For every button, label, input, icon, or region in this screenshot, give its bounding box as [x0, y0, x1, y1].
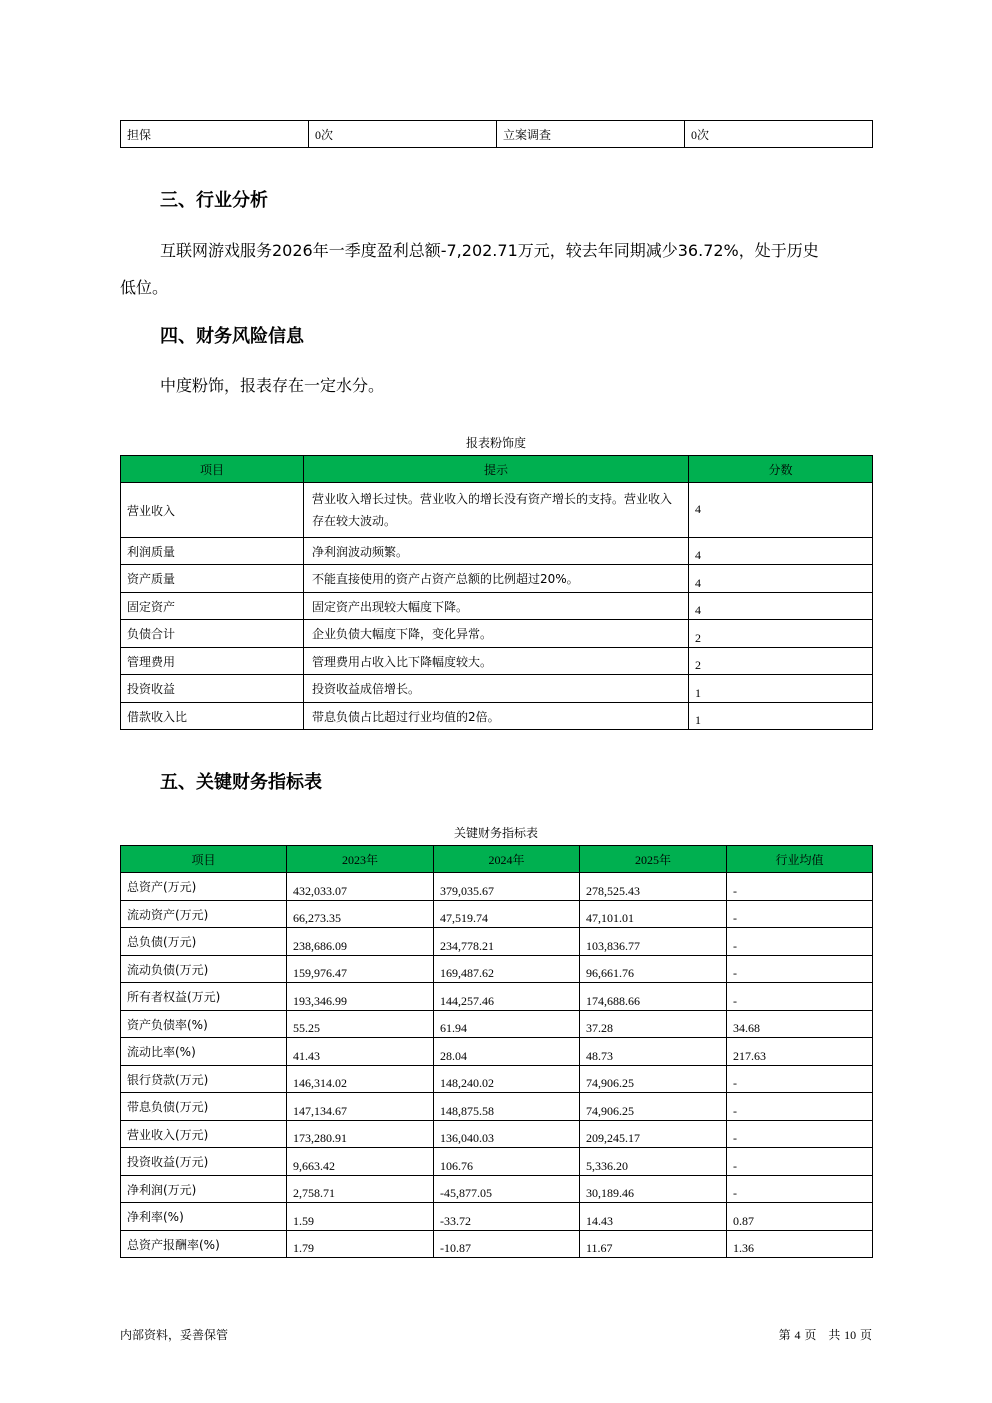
table-row [121, 538, 873, 565]
kpi-industry-avg: 0.87 [727, 1203, 873, 1231]
table-row [121, 901, 873, 928]
risk-item: 投资收益 [121, 675, 304, 703]
kpi-2024: 144,257.46 [434, 983, 580, 1011]
risk-item: 营业收入 [121, 483, 304, 538]
kpi-2023: 173,280.91 [287, 1121, 434, 1148]
risk-header-item: 项目 [121, 456, 304, 483]
kpi-2025: 174,688.66 [580, 983, 727, 1011]
table-row [121, 121, 873, 148]
table-row [121, 1093, 873, 1121]
kpi-industry-avg: - [727, 956, 873, 983]
risk-score: 2 [689, 648, 873, 675]
table-row [121, 648, 873, 675]
risk-item: 负债合计 [121, 620, 304, 648]
kpi-industry-avg: - [727, 1093, 873, 1121]
kpi-industry-avg: - [727, 901, 873, 928]
kpi-industry-avg: - [727, 1148, 873, 1176]
kpi-industry-avg: 217.63 [727, 1038, 873, 1066]
risk-hint: 带息负债占比超过行业均值的2倍。 [304, 703, 689, 730]
table-row [121, 593, 873, 620]
footer-page-total: 10 [844, 1328, 857, 1342]
kpi-table-header [121, 846, 873, 873]
kpi-header-2024: 2024年 [434, 846, 580, 873]
kpi-item: 银行贷款(万元) [121, 1066, 287, 1093]
footer-page-post: 页 [859, 1328, 872, 1342]
top-cell-investigation-count: 0次 [685, 121, 873, 148]
risk-table-header [121, 456, 873, 483]
kpi-2025: 14.43 [580, 1203, 727, 1231]
kpi-2025: 74,906.25 [580, 1093, 727, 1121]
risk-item: 管理费用 [121, 648, 304, 675]
table-row [121, 1121, 873, 1148]
risk-item: 利润质量 [121, 538, 304, 565]
risk-score: 4 [689, 538, 873, 565]
kpi-2023: 193,346.99 [287, 983, 434, 1011]
risk-score: 2 [689, 620, 873, 648]
kpi-2025: 96,661.76 [580, 956, 727, 983]
kpi-2024: -10.87 [434, 1231, 580, 1258]
section-4-text: 中度粉饰，报表存在一定水分。 [160, 376, 385, 395]
kpi-item: 流动比率(%) [121, 1038, 287, 1066]
kpi-2024: 379,035.67 [434, 873, 580, 901]
risk-hint: 不能直接使用的资产占资产总额的比例超过20%。 [304, 565, 689, 593]
table-row [121, 928, 873, 956]
kpi-2023: 2,758.71 [287, 1176, 434, 1203]
kpi-industry-avg: - [727, 1066, 873, 1093]
kpi-2023: 66,273.35 [287, 901, 434, 928]
kpi-2023: 55.25 [287, 1011, 434, 1038]
table-row [121, 675, 873, 703]
kpi-2025: 278,525.43 [580, 873, 727, 901]
risk-item: 固定资产 [121, 593, 304, 620]
kpi-2024: 47,519.74 [434, 901, 580, 928]
risk-table-caption: 报表粉饰度 [465, 436, 526, 450]
kpi-2025: 30,189.46 [580, 1176, 727, 1203]
risk-header-hint: 提示 [304, 456, 689, 483]
section-3-text-line1: 互联网游戏服务2026年一季度盈利总额-7,202.71万元，较去年同期减少36.72%，处于历史 [160, 241, 819, 260]
section-5-heading: 五、关键财务指标表 [160, 772, 322, 793]
kpi-industry-avg: - [727, 928, 873, 956]
kpi-header-2023: 2023年 [287, 846, 434, 873]
table-row [121, 1148, 873, 1176]
risk-hint: 净利润波动频繁。 [304, 538, 689, 565]
table-row [121, 1066, 873, 1093]
kpi-2025: 47,101.01 [580, 901, 727, 928]
risk-score: 4 [689, 483, 873, 538]
kpi-2023: 1.59 [287, 1203, 434, 1231]
kpi-2025: 37.28 [580, 1011, 727, 1038]
kpi-industry-avg: 34.68 [727, 1011, 873, 1038]
kpi-2025: 74,906.25 [580, 1066, 727, 1093]
risk-item: 资产质量 [121, 565, 304, 593]
kpi-table [120, 845, 873, 1258]
kpi-2023: 147,134.67 [287, 1093, 434, 1121]
risk-hint: 企业负债大幅度下降，变化异常。 [304, 620, 689, 648]
risk-score: 4 [689, 593, 873, 620]
kpi-2025: 103,836.77 [580, 928, 727, 956]
kpi-2024: 136,040.03 [434, 1121, 580, 1148]
kpi-industry-avg: - [727, 983, 873, 1011]
kpi-2024: -33.72 [434, 1203, 580, 1231]
kpi-item: 总负债(万元) [121, 928, 287, 956]
top-table [120, 120, 873, 148]
table-row [121, 1203, 873, 1231]
kpi-2023: 238,686.09 [287, 928, 434, 956]
kpi-table-caption: 关键财务指标表 [453, 826, 538, 840]
kpi-industry-avg: - [727, 1121, 873, 1148]
table-row [121, 956, 873, 983]
risk-hint: 固定资产出现较大幅度下降。 [304, 593, 689, 620]
top-cell-guarantee: 担保 [121, 121, 309, 148]
table-row [121, 483, 873, 538]
kpi-2023: 1.79 [287, 1231, 434, 1258]
kpi-2024: 106.76 [434, 1148, 580, 1176]
table-row [121, 1231, 873, 1258]
footer-page-pre: 第 [778, 1328, 791, 1342]
footer-confidential: 内部资料，妥善保管 [120, 1328, 229, 1342]
kpi-2023: 432,033.07 [287, 873, 434, 901]
kpi-header-industry-avg: 行业均值 [727, 846, 873, 873]
kpi-2024: 148,875.58 [434, 1093, 580, 1121]
kpi-header-2025: 2025年 [580, 846, 727, 873]
table-row [121, 1011, 873, 1038]
kpi-2024: 28.04 [434, 1038, 580, 1066]
kpi-2024: 234,778.21 [434, 928, 580, 956]
footer-page-number [779, 1326, 872, 1343]
section-3-heading: 三、行业分析 [160, 190, 268, 211]
table-row [121, 1176, 873, 1203]
risk-hint: 投资收益成倍增长。 [304, 675, 689, 703]
footer-page-current: 4 [794, 1328, 801, 1342]
kpi-item: 资产负债率(%) [121, 1011, 287, 1038]
kpi-2023: 41.43 [287, 1038, 434, 1066]
kpi-2023: 159,976.47 [287, 956, 434, 983]
kpi-item: 所有者权益(万元) [121, 983, 287, 1011]
top-cell-guarantee-count: 0次 [309, 121, 497, 148]
kpi-header-item: 项目 [121, 846, 287, 873]
table-row [121, 983, 873, 1011]
kpi-item: 总资产(万元) [121, 873, 287, 901]
kpi-2024: 169,487.62 [434, 956, 580, 983]
kpi-item: 带息负债(万元) [121, 1093, 287, 1121]
risk-score: 1 [689, 675, 873, 703]
risk-score: 1 [689, 703, 873, 730]
section-3-text-line2: 低位。 [120, 278, 169, 297]
kpi-item: 营业收入(万元) [121, 1121, 287, 1148]
risk-item: 借款收入比 [121, 703, 304, 730]
kpi-item: 流动资产(万元) [121, 901, 287, 928]
risk-score: 4 [689, 565, 873, 593]
table-row [121, 873, 873, 901]
table-row [121, 1038, 873, 1066]
kpi-item: 投资收益(万元) [121, 1148, 287, 1176]
section-4-heading: 四、财务风险信息 [160, 326, 304, 347]
risk-hint: 管理费用占收入比下降幅度较大。 [304, 648, 689, 675]
kpi-2025: 209,245.17 [580, 1121, 727, 1148]
table-row [121, 703, 873, 730]
table-row [121, 620, 873, 648]
kpi-item: 净利率(%) [121, 1203, 287, 1231]
kpi-2025: 48.73 [580, 1038, 727, 1066]
kpi-industry-avg: - [727, 873, 873, 901]
risk-header-score: 分数 [689, 456, 873, 483]
footer-page-mid: 页 共 [804, 1328, 841, 1342]
table-row [121, 565, 873, 593]
top-cell-investigation: 立案调查 [497, 121, 685, 148]
kpi-item: 净利润(万元) [121, 1176, 287, 1203]
kpi-2024: 61.94 [434, 1011, 580, 1038]
kpi-2025: 11.67 [580, 1231, 727, 1258]
kpi-item: 总资产报酬率(%) [121, 1231, 287, 1258]
risk-table [120, 455, 873, 730]
kpi-industry-avg: - [727, 1176, 873, 1203]
kpi-2023: 9,663.42 [287, 1148, 434, 1176]
kpi-2024: 148,240.02 [434, 1066, 580, 1093]
kpi-industry-avg: 1.36 [727, 1231, 873, 1258]
kpi-2023: 146,314.02 [287, 1066, 434, 1093]
kpi-item: 流动负债(万元) [121, 956, 287, 983]
risk-hint: 营业收入增长过快。营业收入的增长没有资产增长的支持。营业收入存在较大波动。 [304, 483, 689, 538]
kpi-2025: 5,336.20 [580, 1148, 727, 1176]
kpi-2024: -45,877.05 [434, 1176, 580, 1203]
